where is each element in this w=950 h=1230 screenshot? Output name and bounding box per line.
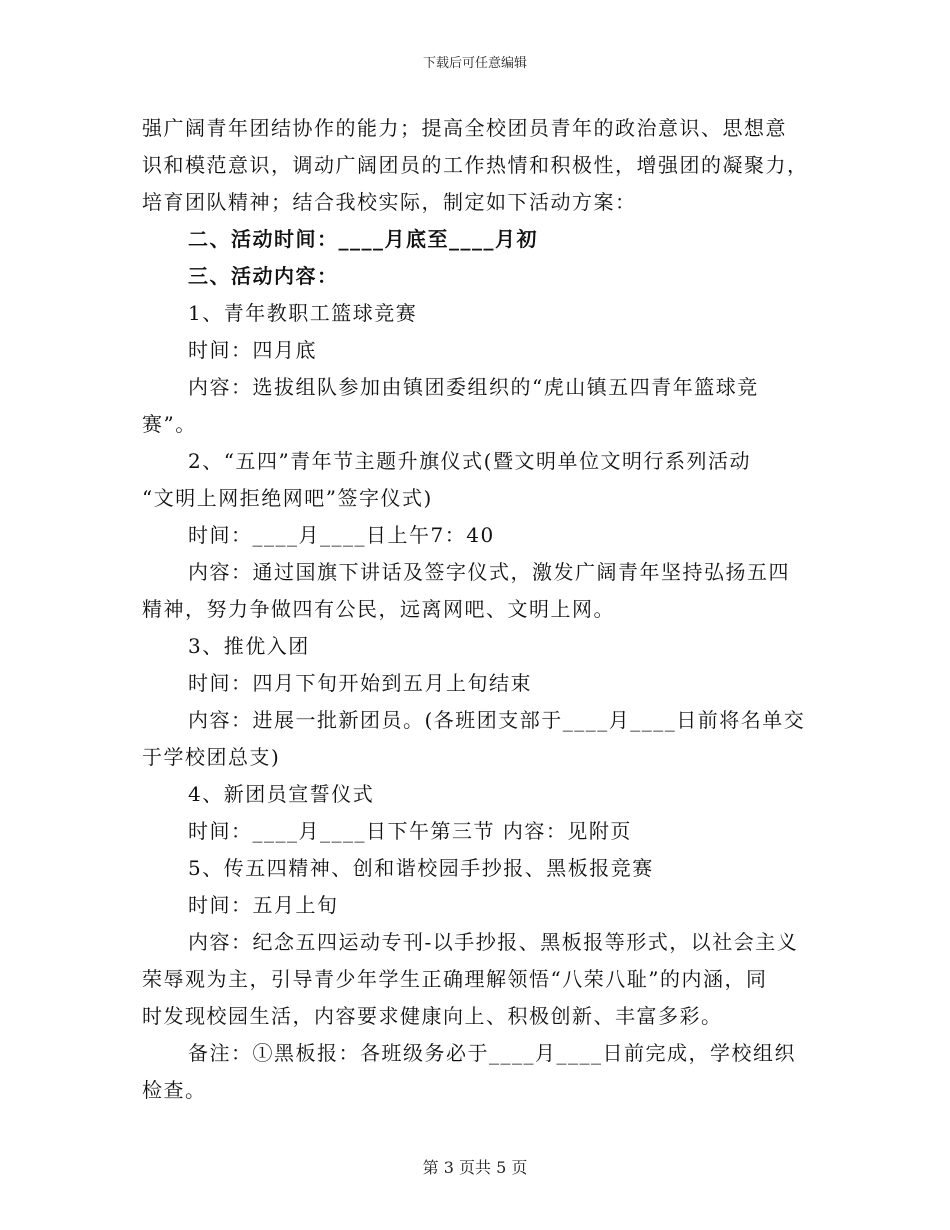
text-line: 时间：____月____日上午7：40 [188,523,495,547]
note-line: 备注：①黑板报：各班级务必于____月____日前完成，学校组织 [188,1041,796,1065]
text-line: 时间：四月底 [188,338,317,362]
text-line: 检查。 [142,1078,207,1102]
page-header: 下载后可任意编辑 [422,56,527,71]
text-line: 精神，努力争做四有公民，远离网吧、文明上网。 [142,597,615,621]
item-heading-oath: 4、新团员宣誓仪式 [188,782,375,806]
text-line: 时发现校园生活，内容要求健康向上、积极创新、丰富多彩。 [142,1004,723,1028]
text-line: 内容：进展一批新团员。(各班团支部于____月____日前将名单交 [188,708,806,732]
text-line: 于学校团总支) [142,745,281,769]
document-body [142,110,812,1109]
text-line: 时间：____月____日下午第三节 内容：见附页 [188,819,632,843]
text-line: 内容：选拔组队参加由镇团委组织的“虎山镇五四青年篮球竞 [188,375,759,399]
text-line: “文明上网拒绝网吧”签字仪式) [142,486,433,510]
item-heading-newspaper: 5、传五四精神、创和谐校园手抄报、黑板报竞赛 [188,856,654,880]
text-line: 赛”。 [142,412,197,436]
text-line: 培育团队精神；结合我校实际，制定如下活动方案： [142,190,637,214]
text-line: 时间：五月上旬 [188,893,339,917]
text-line: 内容：纪念五四运动专刊-以手抄报、黑板报等形式，以社会主义 [188,930,799,954]
text-line: 时间：四月下旬开始到五月上旬结束 [188,671,532,695]
text-line: 强广阔青年团结协作的能力；提高全校团员青年的政治意识、思想意 [142,116,787,140]
item-heading-basketball: 1、青年教职工篮球竞赛 [188,301,418,325]
section-heading-activity-time: 二、活动时间：____月底至____月初 [188,227,538,251]
item-heading-recommend: 3、推优入团 [188,634,310,658]
section-heading-activity-content: 三、活动内容： [188,264,339,288]
text-line: 内容：通过国旗下讲话及签字仪式，激发广阔青年坚持弘扬五四 [188,560,790,584]
item-heading-flag-ceremony: 2、“五四”青年节主题升旗仪式(暨文明单位文明行系列活动 [188,449,751,473]
page-number: 第 3 页共 5 页 [422,1158,528,1177]
text-line: 荣辱观为主，引导青少年学生正确理解领悟“八荣八耻”的内涵，同 [142,967,768,991]
text-line: 识和模范意识，调动广阔团员的工作热情和积极性，增强团的凝聚力， [142,153,809,177]
